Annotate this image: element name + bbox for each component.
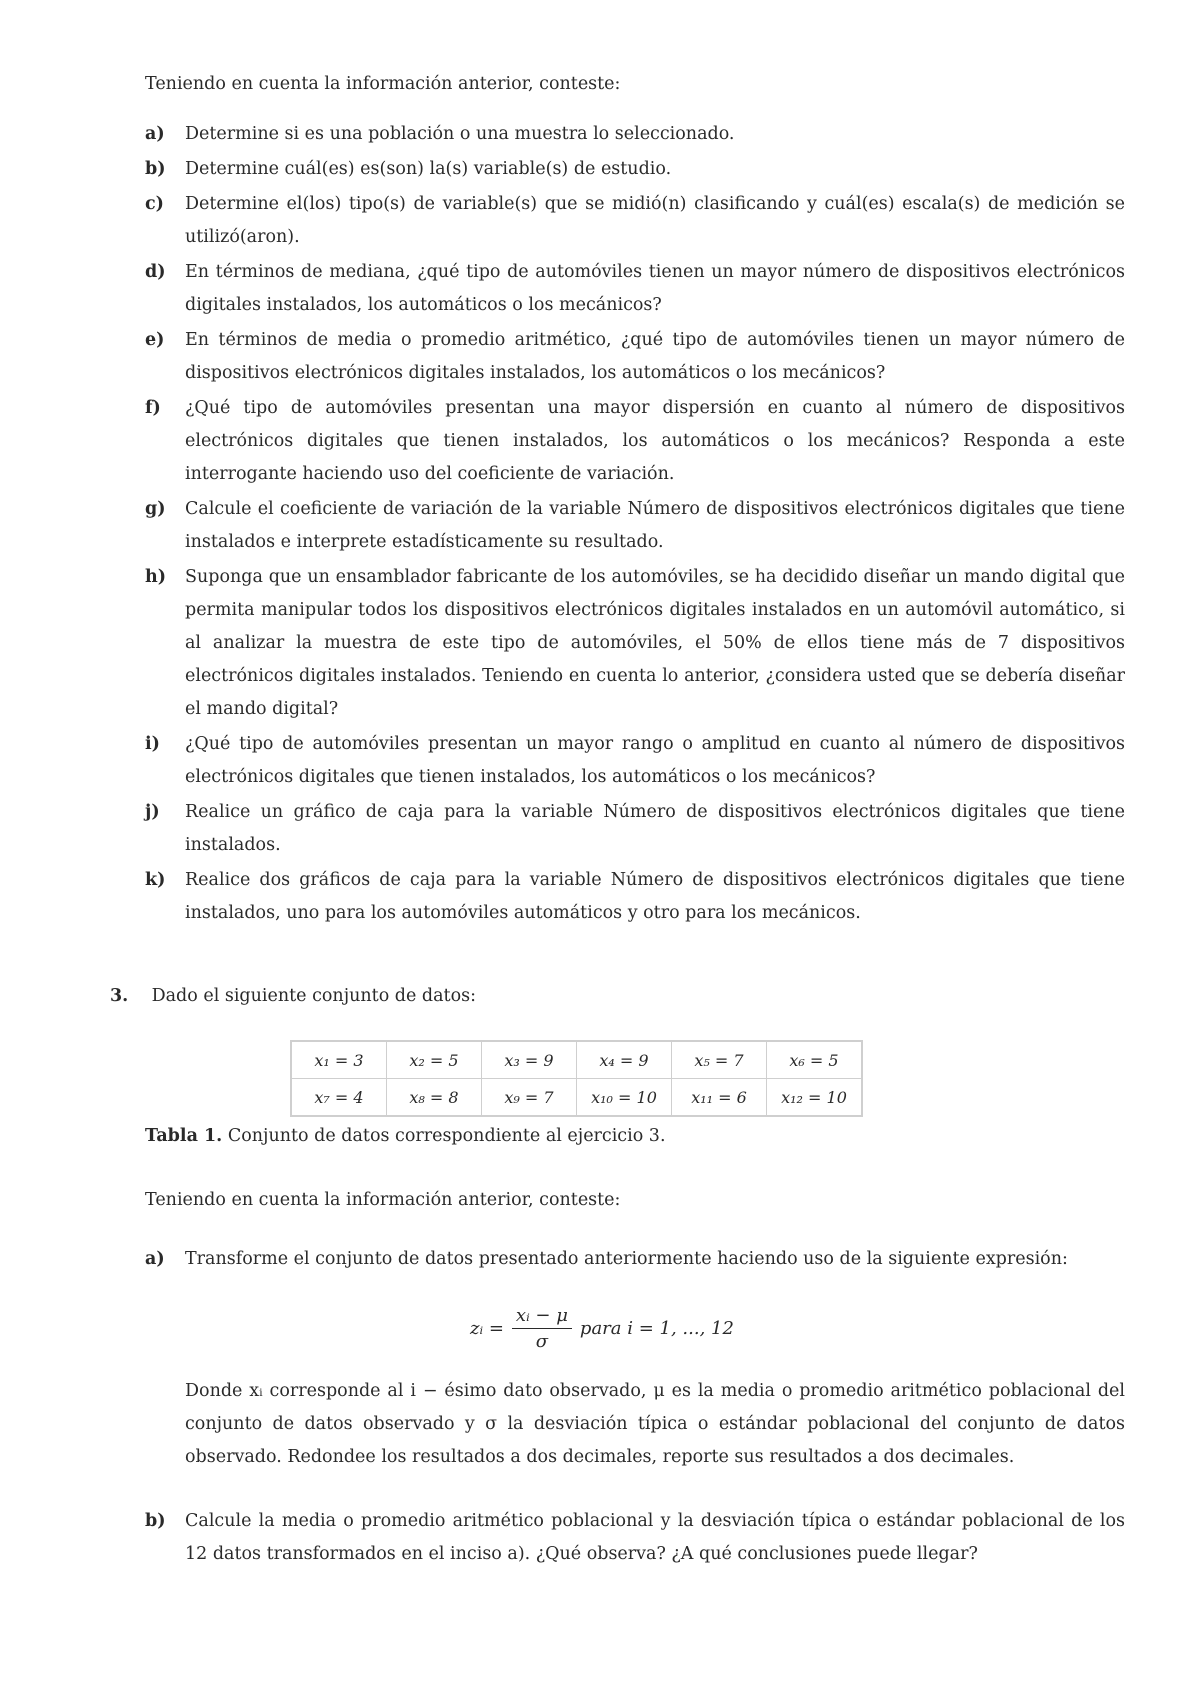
item-label: a) [145,124,165,144]
question-list-part1 [145,118,1125,932]
table-cell: x₄ = 9 [577,1041,672,1079]
data-table [290,1040,863,1117]
formula-denominator: σ [535,1331,549,1352]
item-label: k) [145,870,166,890]
item-text: En términos de mediana, ¿qué tipo de automóviles tienen un mayor número de dispositivos electrónicos digitales instalados, los automáticos o los mecánicos? [185,262,1125,315]
standardization-formula [470,1305,734,1352]
item-label: h) [145,567,167,587]
section-text: Dado el siguiente conjunto de datos: [151,986,476,1006]
list-item [145,1243,1125,1276]
list-item [145,153,1125,186]
item-text: ¿Qué tipo de automóviles presentan una mayor dispersión en cuanto al número de dispositivos electrónicos digitales que tienen instalados, los automáticos o los mecánicos? Responda a este interrogante haciendo uso del coeficiente de variación. [185,398,1125,484]
question-list-part2 [145,1243,1125,1276]
formula-fraction [512,1305,572,1352]
item-text: Realice un gráfico de caja para la variable Número de dispositivos electrónicos digitales que tiene instalados. [185,802,1125,855]
section-3-header [110,986,1110,1006]
list-item [145,864,1125,930]
table-cell: x₁₀ = 10 [577,1079,672,1117]
item-label: f) [145,398,161,418]
caption-label: Tabla 1. [145,1126,223,1146]
table-cell: x₁ = 3 [291,1041,387,1079]
list-item [145,324,1125,390]
item-text: Calcule el coeficiente de variación de la variable Número de dispositivos electrónicos digitales que tiene instalados e interprete estadísticamente su resultado. [185,499,1125,552]
formula-lhs: zᵢ = [470,1318,504,1339]
list-item [145,796,1125,862]
table-cell: x₉ = 7 [482,1079,577,1117]
formula-explanation: Donde xᵢ corresponde al i − ésimo dato observado, μ es la media o promedio aritmético poblacional del conjunto de datos observado y σ la desviación típica o estándar poblacional del conjunto de datos observado. Redondee los resultados a dos decimales, reporte sus resultados a dos decimales. [185,1381,1125,1467]
list-item [145,1505,1125,1571]
item-text: En términos de media o promedio aritmético, ¿qué tipo de automóviles tienen un mayor número de dispositivos electrónicos digitales instalados, los automáticos o los mecánicos? [185,330,1125,383]
item-label: c) [145,194,164,214]
item-text: Determine cuál(es) es(son) la(s) variable(s) de estudio. [185,159,672,179]
table-cell: x₈ = 8 [387,1079,482,1117]
item-text: Realice dos gráficos de caja para la variable Número de dispositivos electrónicos digitales que tiene instalados, uno para los automóviles automáticos y otro para los mecánicos. [185,870,1125,923]
item-label: g) [145,499,166,519]
list-item [145,561,1125,726]
item-label: e) [145,330,165,350]
item-text: ¿Qué tipo de automóviles presentan un mayor rango o amplitud en cuanto al número de dispositivos electrónicos digitales que tienen instalados, los automáticos o los mecánicos? [185,734,1125,787]
table-cell: x₁₁ = 6 [672,1079,767,1117]
caption-text: Conjunto de datos correspondiente al ejercicio 3. [227,1126,666,1146]
item-label: d) [145,262,166,282]
intro-text-2: Teniendo en cuenta la información anterior, conteste: [145,1190,621,1210]
item-label: i) [145,734,160,754]
table-cell: x₆ = 5 [767,1041,863,1079]
formula-numerator: xᵢ − μ [512,1305,572,1329]
intro-text: Teniendo en cuenta la información anterior, conteste: [145,74,621,94]
table-cell: x₃ = 9 [482,1041,577,1079]
item-text: Suponga que un ensamblador fabricante de los automóviles, se ha decidido diseñar un mando digital que permita manipular todos los dispositivos electrónicos digitales instalados en un automóvil automático, si al analizar la muestra de este tipo de automóviles, el 50% de ellos tiene más de 7 dispositivos electrónicos digitales instalados. Teniendo en cuenta lo anterior, ¿considera usted que se debería diseñar el mando digital? [185,567,1125,719]
data-table-wrapper [290,1040,863,1117]
item-text: Determine el(los) tipo(s) de variable(s) que se midió(n) clasificando y cuál(es) escala(s) de medición se utilizó(aron). [185,194,1125,247]
item-label: a) [145,1249,165,1269]
table-row [291,1079,862,1117]
item-label: b) [145,159,166,179]
table-caption [145,1126,1125,1146]
item-text: Transforme el conjunto de datos presentado anteriormente haciendo uso de la siguiente expresión: [185,1249,1068,1269]
question-list-part2-b [145,1505,1125,1571]
item-text: Calcule la media o promedio aritmético poblacional y la desviación típica o estándar poblacional de los 12 datos transformados en el inciso a). ¿Qué observa? ¿A qué conclusiones puede llegar? [185,1511,1125,1564]
table-cell: x₅ = 7 [672,1041,767,1079]
table-row [291,1041,862,1079]
item-label: b) [145,1511,166,1531]
list-item [145,493,1125,559]
list-item [145,188,1125,254]
list-item [145,392,1125,491]
section-number: 3. [110,986,129,1006]
table-cell: x₇ = 4 [291,1079,387,1117]
list-item [145,118,1125,151]
item-text: Determine si es una población o una muestra lo seleccionado. [185,124,735,144]
formula-rhs: para i = 1, ..., 12 [579,1318,734,1339]
table-cell: x₂ = 5 [387,1041,482,1079]
table-cell: x₁₂ = 10 [767,1079,863,1117]
list-item [145,728,1125,794]
list-item [145,256,1125,322]
item-label: j) [145,802,160,822]
